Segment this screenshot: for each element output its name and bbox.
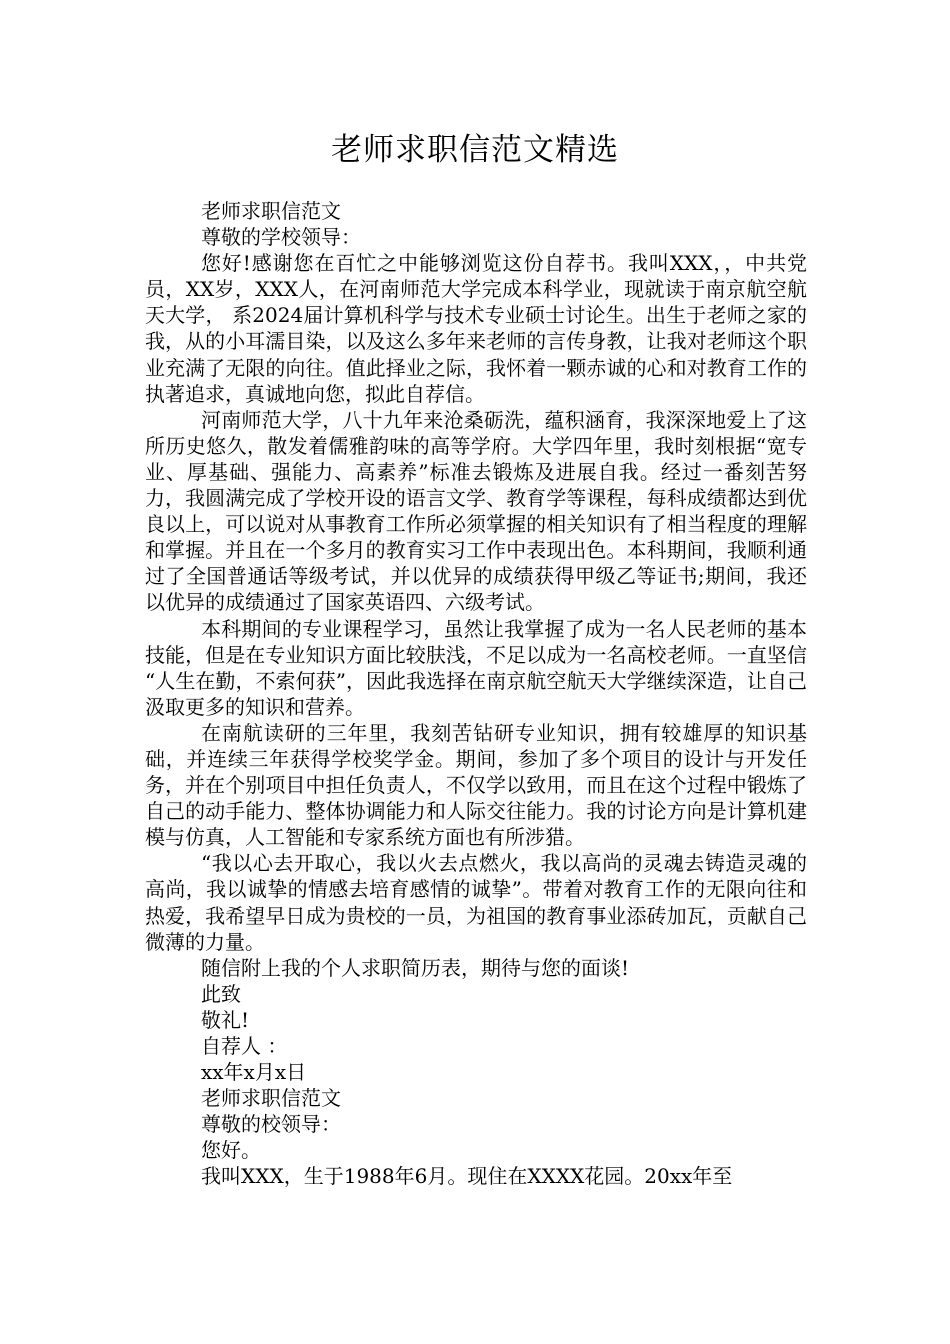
second-letter-salutation: 尊敬的校领导： [201, 1112, 341, 1137]
signature-label: 自荐人 ： [201, 1034, 288, 1058]
letter-body [145, 198, 807, 1190]
salutation: 尊敬的学校领导： [201, 225, 361, 250]
sub-heading: 老师求职信范文 [201, 199, 341, 223]
paragraph-university: 河南师范大学，八十九年来沧桑砺洗，蕴积涵育，我深深地爱上了这所历史悠久，散发着儒雅韵味的高等学府。大学四年里，我时刻根据“宽专业、厚基础、强能力、高素养”标准去锻炼及进展自我。经过一番刻苦努力，我圆满完成了学校开设的语言文学、教育学等课程，每科成绩都达到优良以上，可以说对从事教育工作所必须掌握的相关知识有了相当程度的理解和掌握。并且在一个多月的教育实习工作中表现出色。本科期间，我顺利通过了全国普通话等级考试，并以优异的成绩获得甲级乙等证书;期间，我还以优异的成绩通过了国家英语四、六级考试。 [145, 407, 807, 615]
paragraph-graduate: 在南航读研的三年里，我刻苦钻研专业知识，拥有较雄厚的知识基础，并连续三年获得学校奖学金。期间，参加了多个项目的设计与开发任务，并在个别项目中担任负责人，不仅学以致用，而且在这个过程中锻炼了自己的动手能力、整体协调能力和人际交往能力。我的讨论方向是计算机建模与仿真，人工智能和专家系统方面也有所涉猎。 [145, 720, 807, 850]
second-letter-first-line: 我叫XXX，生于1988年6月。现住在XXXX花园。20xx年至 [201, 1164, 733, 1189]
paragraph-intro: 您好!感谢您在百忙之中能够浏览这份自荐书。我叫XXX，，中共党员，XX岁，XXX人，在河南师范大学完成本科学业，现就读于南京航空航天大学， 系2024届计算机科学与技术专业硕士讨论生。出生于老师之家的我，从的小耳濡目染，以及这么多年来老师的言传身教，让我对老师这个职业充满了无限的向往。值此择业之际，我怀着一颗赤诚的心和对教育工作的执著追求，真诚地向您，拟此自荐信。 [145, 251, 807, 406]
closing-line: 随信附上我的个人求职简历表，期待与您的面谈! [201, 955, 630, 980]
paragraph-aspiration: “我以心去开取心，我以火去点燃火，我以高尚的灵魂去铸造灵魂的高尚，我以诚挚的情感去培育感情的诚挚”。带着对教育工作的无限向往和热爱，我希望早日成为贵校的一员，为祖国的教育事业添砖加瓦，贡献自己微薄的力量。 [145, 851, 807, 954]
signature-date: xx年x月x日 [201, 1060, 307, 1085]
paragraph-undergrad: 本科期间的专业课程学习，虽然让我掌握了成为一名人民老师的基本技能，但是在专业知识方面比较肤浅，不足以成为一名高校老师。一直坚信 “人生在勤，不索何获”，因此我选择在南京航空航天大学继续深造，让自己汲取更多的知识和营养。 [145, 616, 807, 719]
closing-cizhi: 此致 [201, 981, 241, 1006]
second-letter-greeting: 您好。 [201, 1138, 261, 1163]
second-letter-heading: 老师求职信范文 [201, 1086, 341, 1111]
page-title: 老师求职信范文精选 [331, 132, 619, 168]
closing-jingli: 敬礼! [201, 1007, 250, 1032]
